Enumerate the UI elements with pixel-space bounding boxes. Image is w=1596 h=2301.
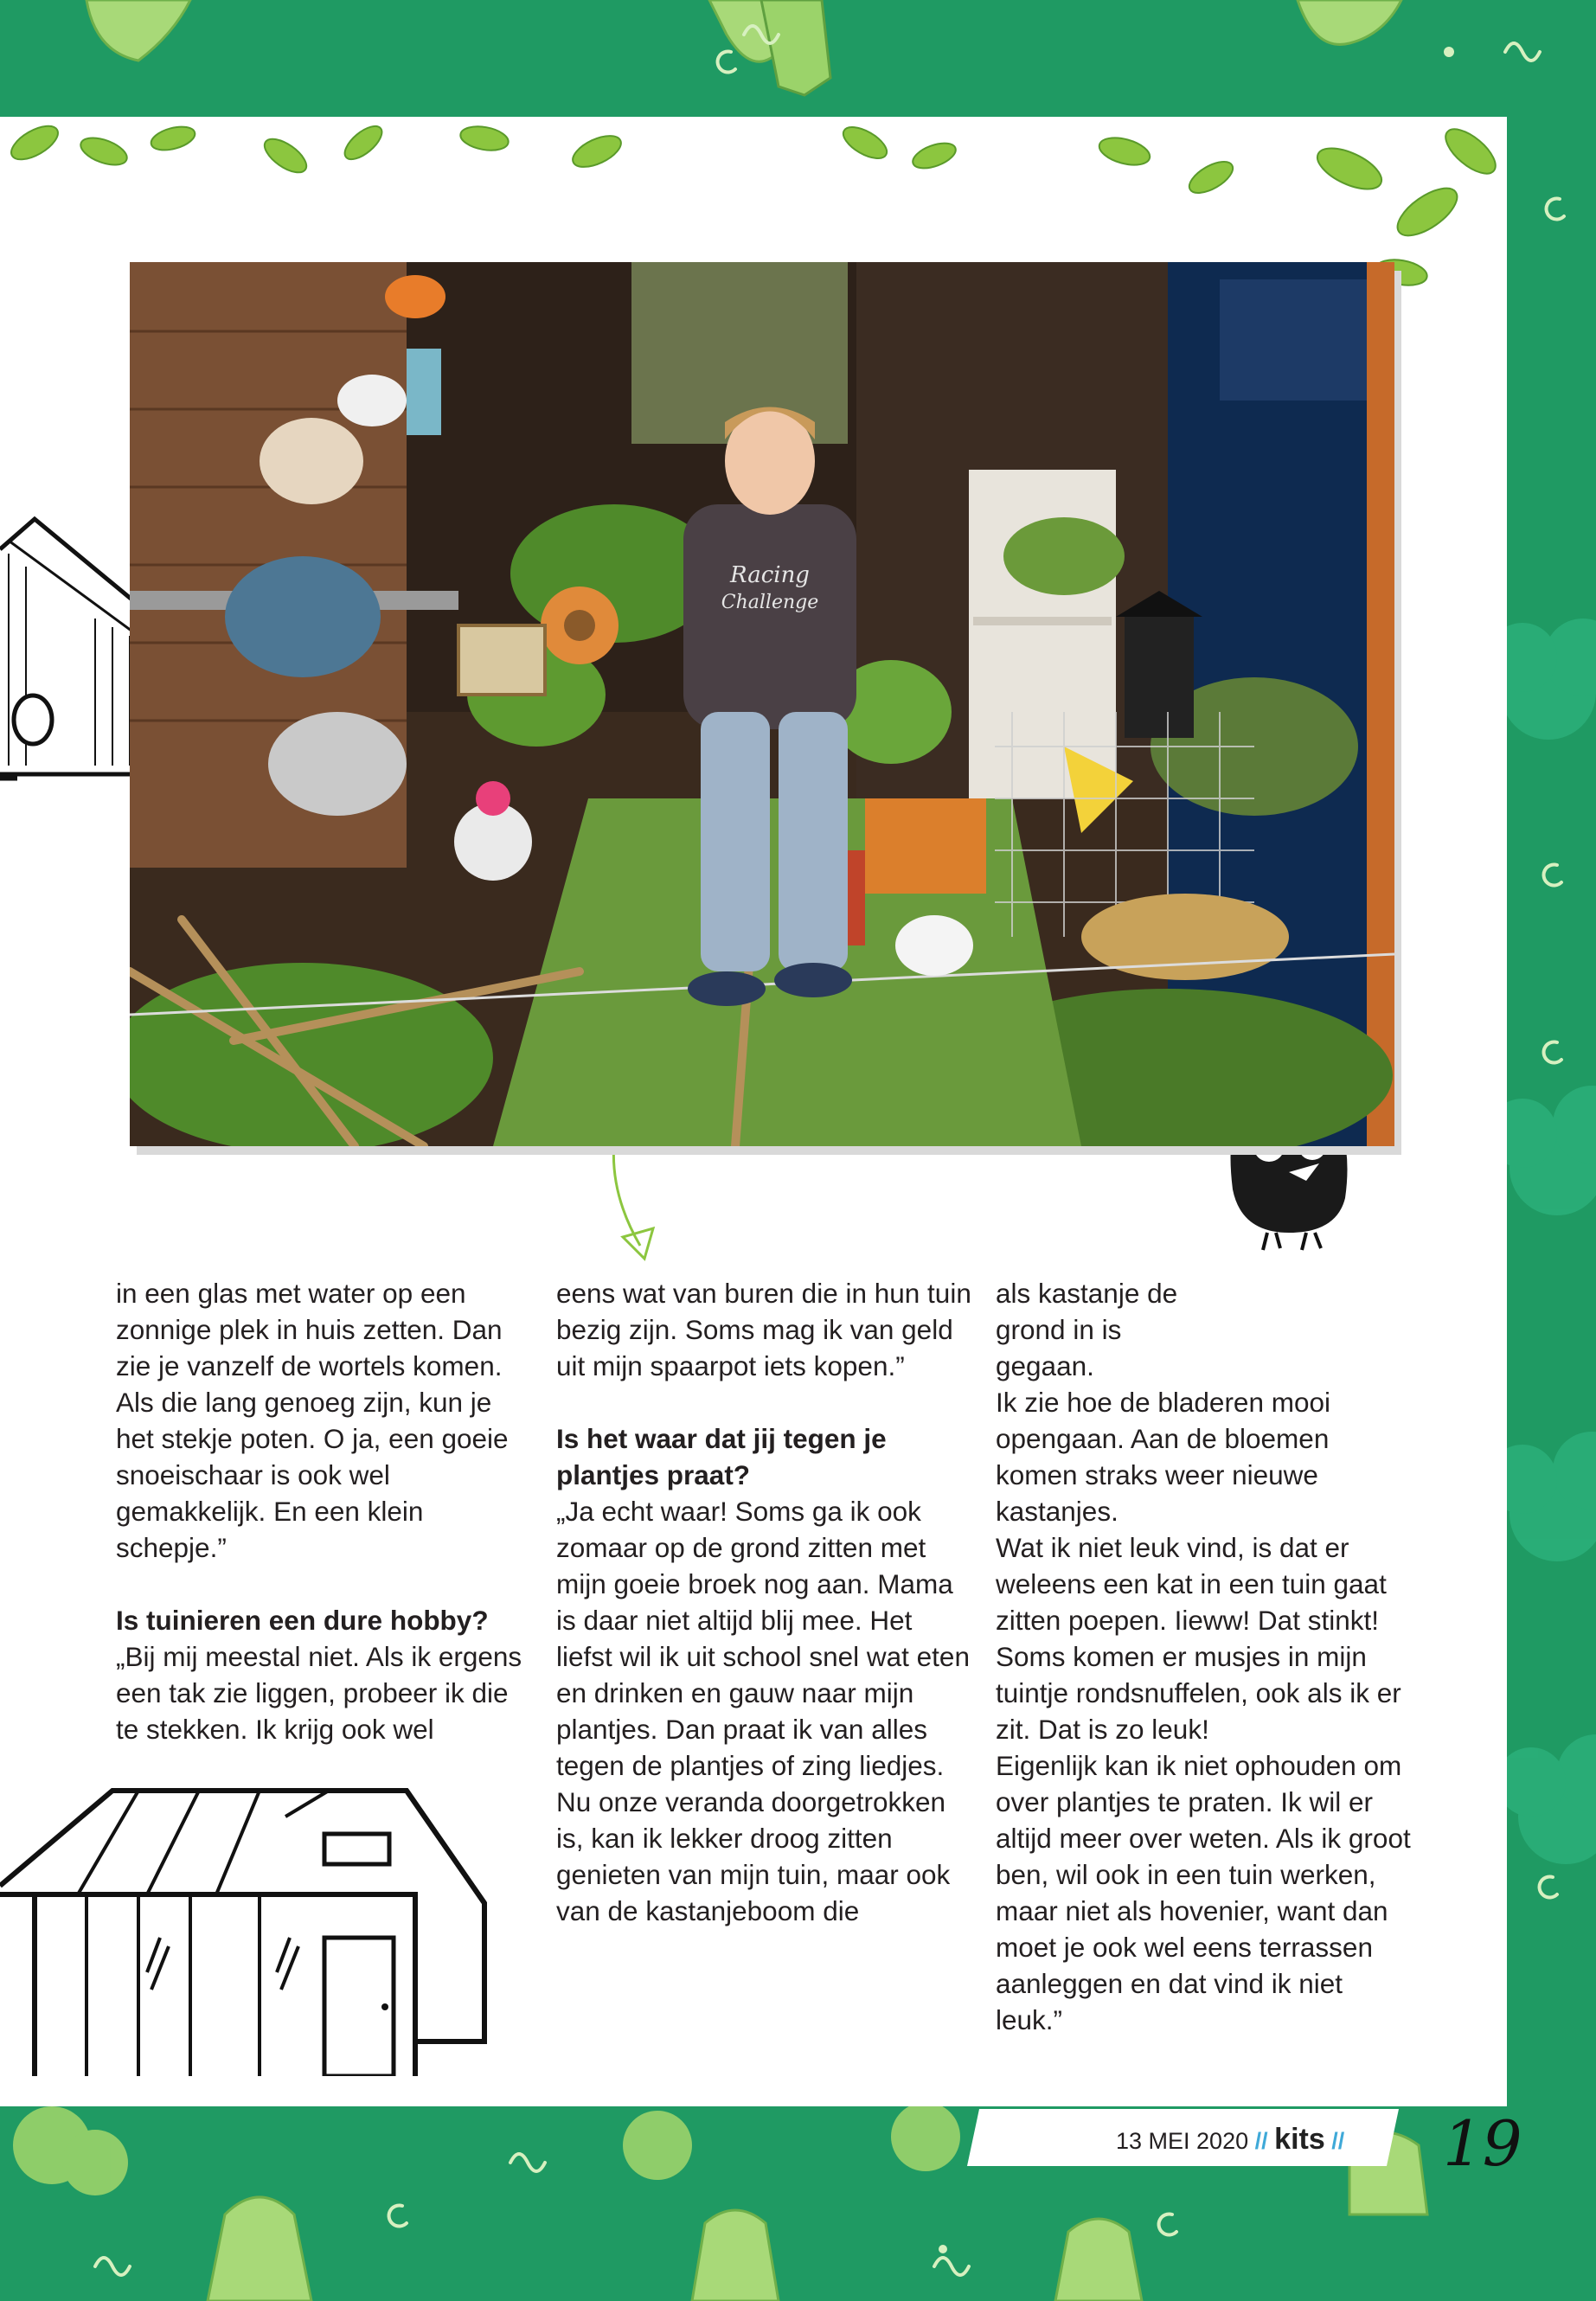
article-column-2 [556, 1275, 971, 1929]
garden-photo [130, 262, 1394, 1146]
svg-text:Challenge: Challenge [721, 592, 819, 613]
issue-date: 13 MEI 2020 [1116, 2128, 1249, 2154]
article-column-3 [996, 1275, 1411, 2038]
svg-text:Racing: Racing [730, 562, 810, 588]
arrow-doodle [606, 1142, 666, 1272]
paragraph: „Ja echt waar! Soms ga ik ook zomaar op de grond zitten met mijn goeie broek nog aan. Mama is daar niet altijd blij mee. Het liefst wil ik uit school snel wat eten en drinken en gauw naar mijn plantjes. Dan praat ik van alles tegen de plantjes of zing liedjes. [556, 1496, 970, 1781]
paragraph: in een glas met water op een zonnige plek in huis zetten. Dan zie je vanzelf de wortels komen. Als die lang genoeg zijn, kun je het stekje poten. O ja, een goeie snoeischaar is ook wel gemakkelijk. En een klein schepje.” [116, 1278, 509, 1563]
footer-info [1116, 2119, 1401, 2159]
separator: // [1331, 2128, 1345, 2154]
separator: // [1254, 2128, 1268, 2154]
magazine-brand: kits [1274, 2123, 1325, 2156]
article-column-1 [116, 1275, 531, 1747]
paragraph: Nu onze veranda doorgetrokken is, kan ik lekker droog zitten genieten van mijn tuin, maar ook van de kastanjeboom die [556, 1786, 951, 1926]
greenhouse-illustration [0, 1782, 493, 2076]
page-number: 19 [1443, 2107, 1522, 2180]
interview-question: Is tuinieren een dure hobby? [116, 1605, 489, 1636]
interview-question: Is het waar dat jij tegen je plantjes praat? [556, 1423, 887, 1490]
paragraph: Ik zie hoe de bladeren mooi opengaan. Aan de bloemen komen straks weer nieuwe kastanjes. [996, 1387, 1330, 1527]
paragraph: Eigenlijk kan ik niet ophouden om over plantjes te praten. Ik wil er altijd meer over weten. Als ik groot ben, wil ook in een tuin werken, maar niet als hovenier, want dan moet je ook wel eens terrassen aanleggen en dat vind ik niet leuk.” [996, 1750, 1411, 2035]
paragraph: Wat ik niet leuk vind, is dat er weleens een kat in een tuin gaat zitten poepen. Iieww! Dat stinkt! Soms komen er musjes in mijn tuintje rondsnuffelen, ook als ik er zit. Dat is zo leuk! [996, 1532, 1401, 1745]
paragraph: eens wat van buren die in hun tuin bezig zijn. Soms mag ik van geld uit mijn spaarpot iets kopen.” [556, 1278, 971, 1381]
paragraph: „Bij mij meestal niet. Als ik ergens een tak zie liggen, probeer ik die te stekken. Ik krijg ook wel [116, 1641, 522, 1745]
paragraph: als kastanje de grond in is gegaan. [996, 1278, 1178, 1381]
